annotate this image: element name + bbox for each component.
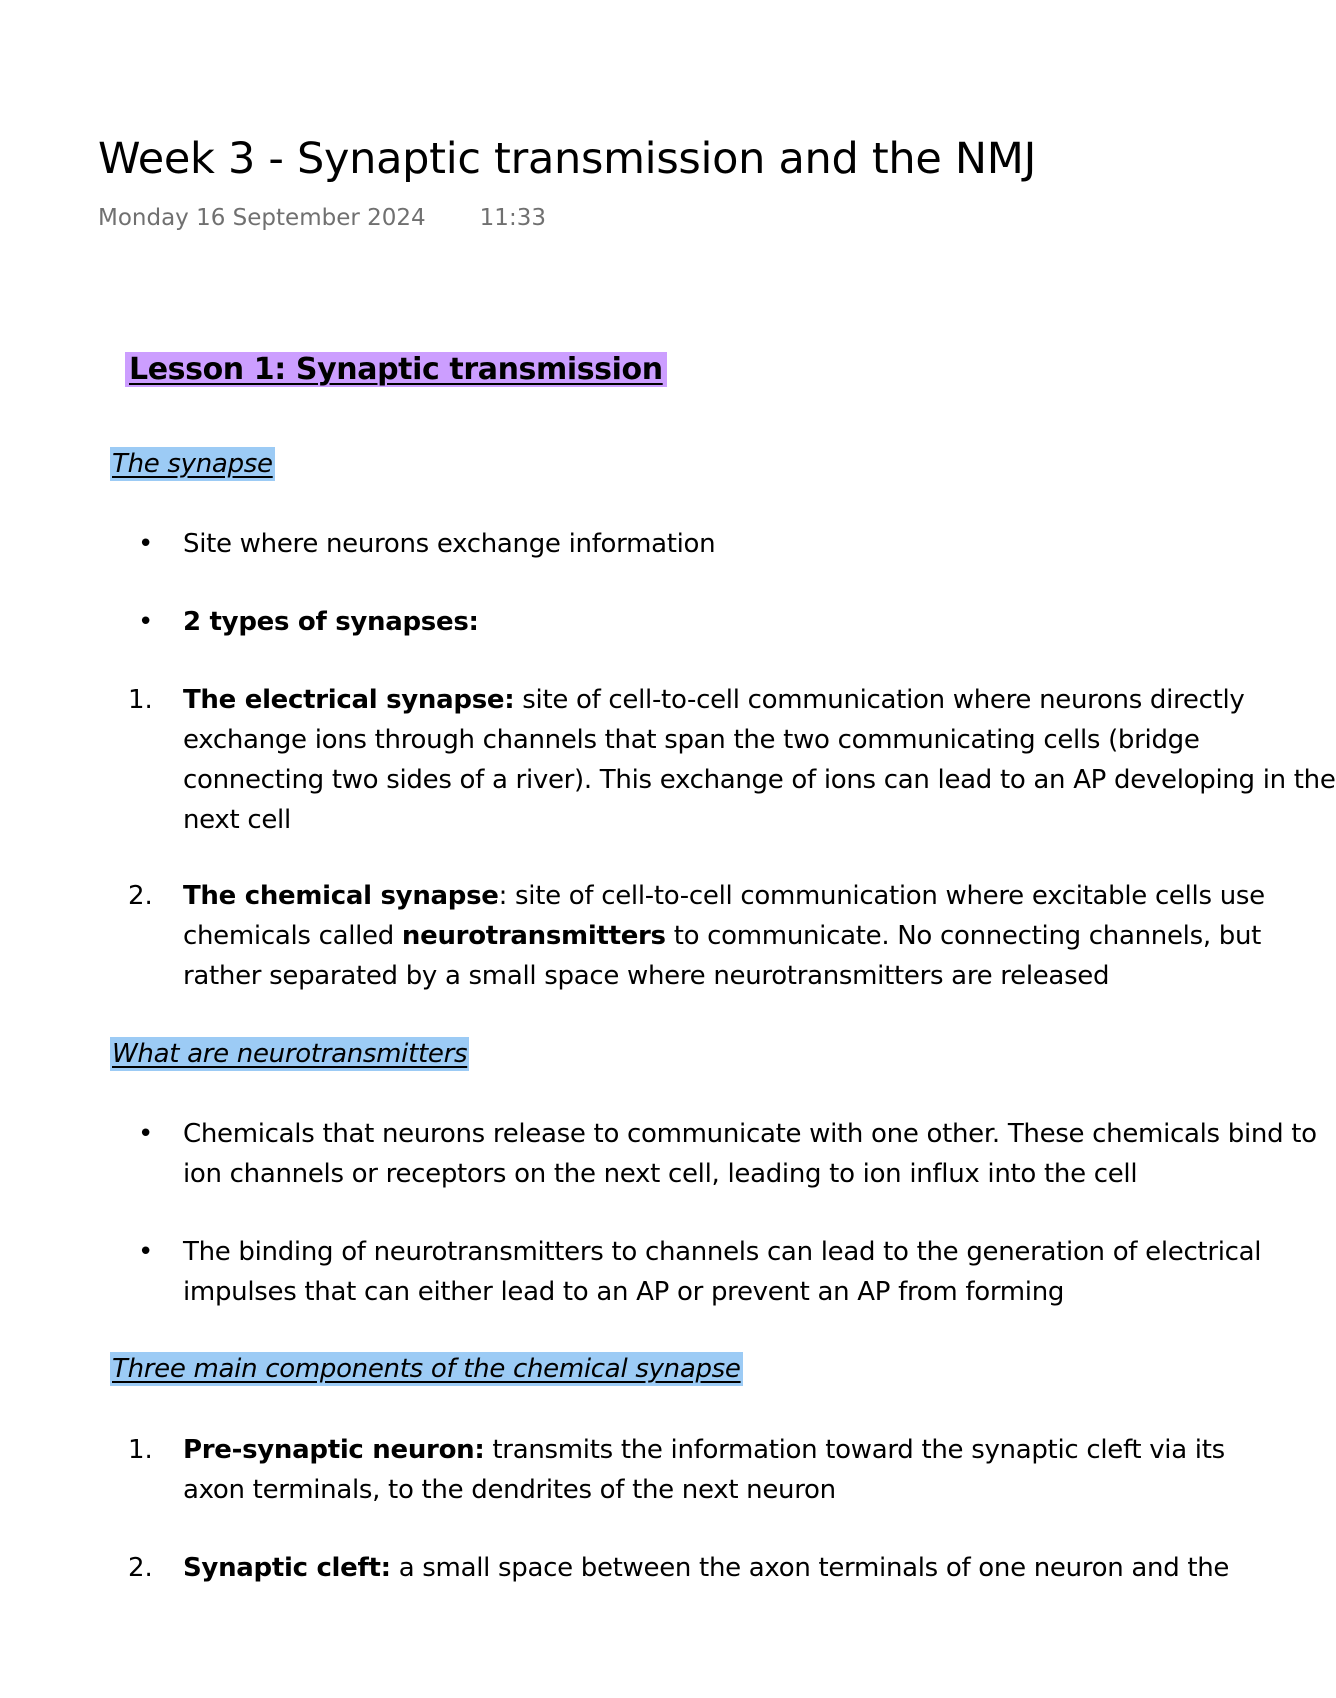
section-heading-neurotransmitters: What are neurotransmitters bbox=[112, 1039, 468, 1069]
list-number: 2. bbox=[128, 881, 153, 911]
list-number: 2. bbox=[128, 1553, 153, 1583]
bullet-marker: • bbox=[138, 1237, 154, 1267]
bullet-marker: • bbox=[138, 607, 154, 637]
list-item: The electrical synapse: site of cell-to-cell communication where neurons directly exchange ions through channels that span the two communicating cells (bridge connecting two sides of a river). This exchange of ions can lead to an AP developing in the next cell bbox=[183, 685, 1336, 835]
section-heading-synapse: The synapse bbox=[112, 449, 273, 479]
page-title: Week 3 - Synaptic transmission and the NMJ bbox=[98, 134, 1036, 184]
list-item: Site where neurons exchange information bbox=[183, 529, 716, 559]
list-item: The chemical synapse: site of cell-to-cell communication where excitable cells use chemicals called neurotransmitters to communicate. No connecting channels, but rather separated by a small space where neurotransmitters are released bbox=[183, 881, 1265, 991]
bullet-marker: • bbox=[138, 1119, 154, 1149]
list-item: Pre-synaptic neuron: transmits the information toward the synaptic cleft via its axon terminals, to the dendrites of the next neuron bbox=[183, 1435, 1225, 1505]
page-metadata bbox=[98, 205, 546, 231]
list-number: 1. bbox=[128, 1435, 153, 1465]
page-date: Monday 16 September 2024 bbox=[98, 205, 426, 231]
section-heading-components: Three main components of the chemical synapse bbox=[112, 1354, 741, 1384]
list-item: 2 types of synapses: bbox=[183, 607, 479, 637]
bullet-marker: • bbox=[138, 529, 154, 559]
lesson-heading: Lesson 1: Synaptic transmission bbox=[125, 352, 667, 387]
list-item: Chemicals that neurons release to communicate with one other. These chemicals bind to ion channels or receptors on the next cell, leading to ion influx into the cell bbox=[183, 1119, 1317, 1189]
page-time: 11:33 bbox=[479, 205, 546, 231]
list-number: 1. bbox=[128, 685, 153, 715]
list-item: Synaptic cleft: a small space between the axon terminals of one neuron and the bbox=[183, 1553, 1230, 1583]
list-item: The binding of neurotransmitters to channels can lead to the generation of electrical impulses that can either lead to an AP or prevent an AP from forming bbox=[183, 1237, 1262, 1307]
